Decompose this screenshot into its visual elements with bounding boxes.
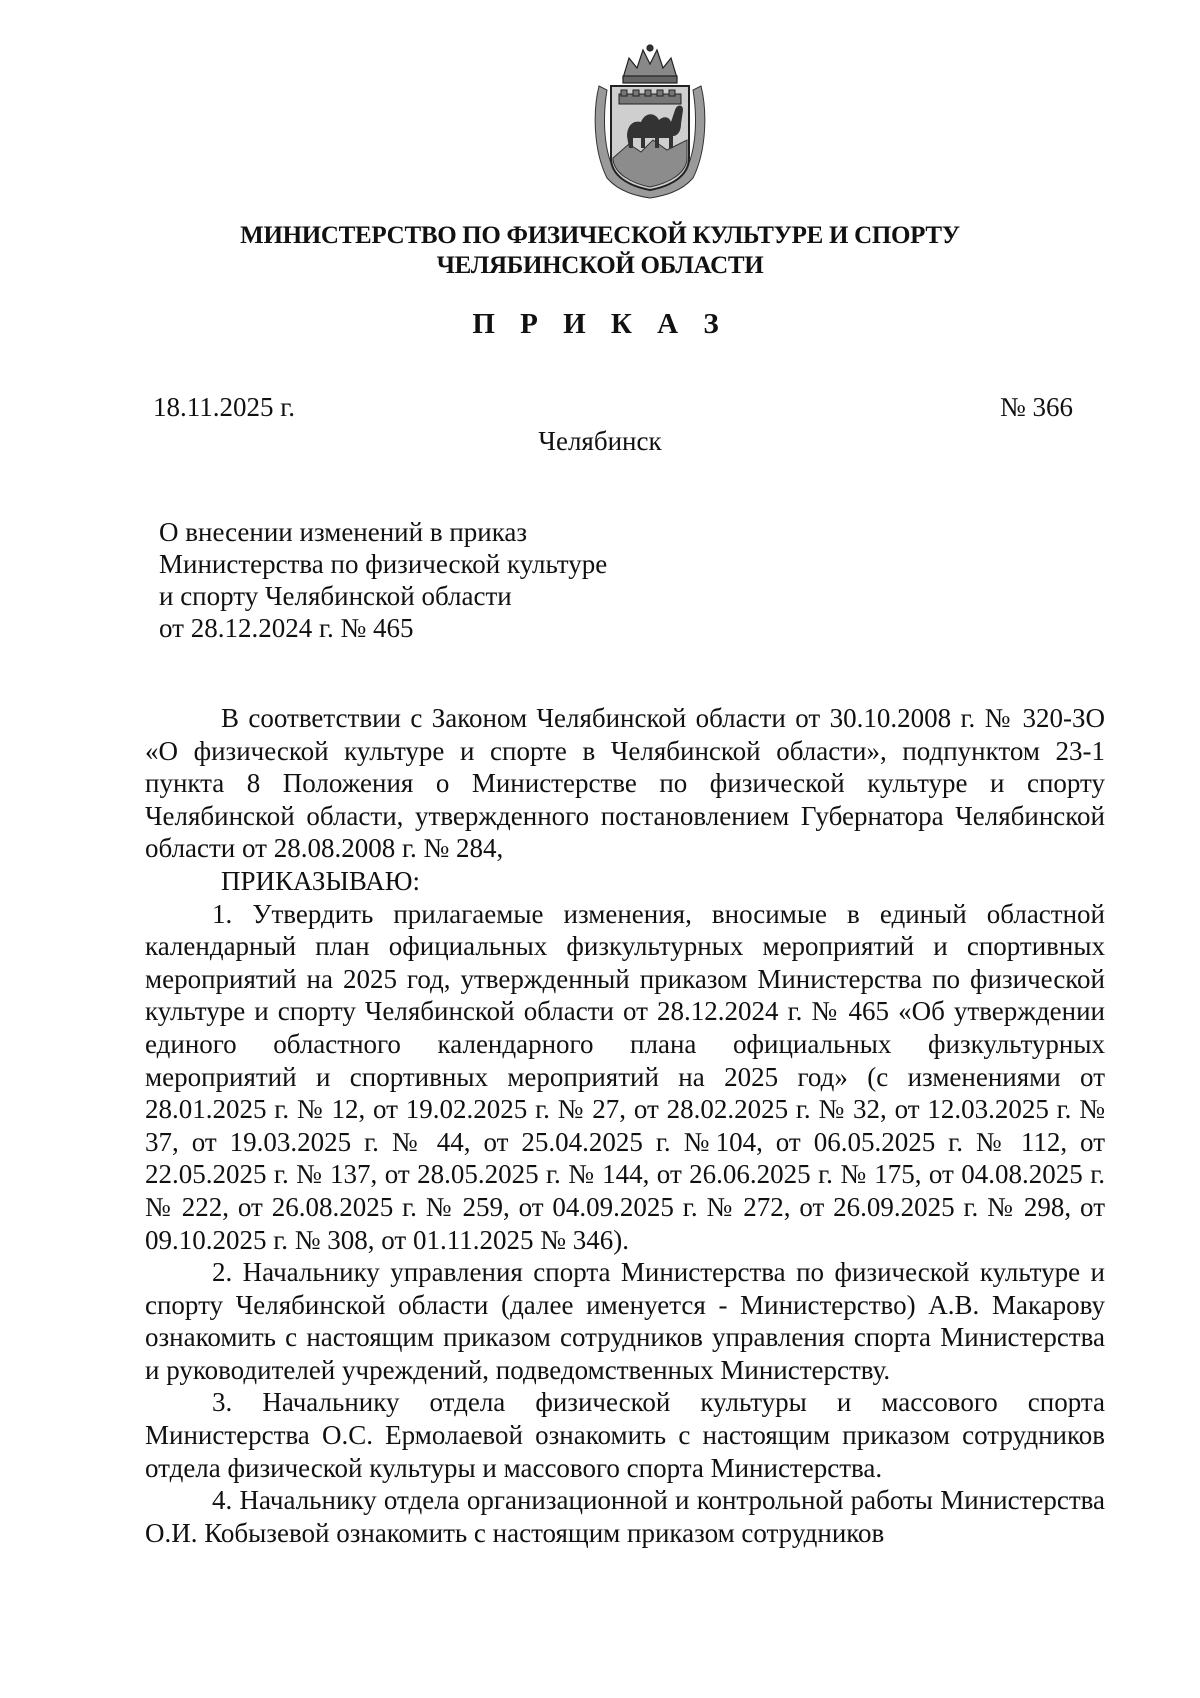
- subject-line: Министерства по физической культуре: [159, 549, 608, 579]
- order-item-4: 4. Начальнику отдела организационной и контрольной работы Министерства О.И. Кобызевой ознакомить с настоящим приказом сотрудников: [145, 1485, 1105, 1548]
- order-subject: [159, 516, 607, 644]
- order-item-1: 1. Утвердить прилагаемые изменения, вносимые в единый областной календарный план официальных физкультурных мероприятий и спортивных мероприятий на 2025 год, утвержденный приказом Министерства по физической культуре и спорту Челябинской области от 28.12.2024 г. № 465 «Об утверждении единого областного календарного плана официальных физкультурных мероприятий и спортивных мероприятий на 2025 год» (с изменениями от 28.01.2025 г. № 12, от 19.02.2025 г. № 27, от 28.02.2025 г. № 32, от 12.03.2025 г. № 37, от 19.03.2025 г. № 44, от 25.04.2025 г. №104, от 06.05.2025 г. № 112, от 22.05.2025 г. № 137, от 28.05.2025 г. № 144, от 26.06.2025 г. № 175, от 04.08.2025 г. № 222, от 26.08.2025 г. № 259, от 04.09.2025 г. № 272, от 26.09.2025 г. № 298, от 09.10.2025 г. № 308, от 01.11.2025 № 346).: [145, 898, 1105, 1255]
- order-body: [145, 702, 1105, 1549]
- order-item-2: 2. Начальнику управления спорта Министерства по физической культуре и спорту Челябинской области (далее именуется - Министерство) А.В. Макарову ознакомить с настоящим приказом сотрудников управления спорта Министерства и руководителей учреждений, подведомственных Министерству.: [145, 1257, 1105, 1385]
- order-date: 18.11.2025 г.: [153, 392, 296, 422]
- subject-line: и спорту Челябинской области: [159, 581, 512, 611]
- preamble-paragraph: В соответствии с Законом Челябинской области от 30.10.2008 г. № 320-ЗО «О физической культуре и спорте в Челябинской области», подпунктом 23-1 пункта 8 Положения о Министерстве по физической культуре и спорту Челябинской области, утвержденного постановлением Губернатора Челябинской области от 28.08.2008 г. № 284,: [145, 703, 1105, 864]
- order-number: № 366: [999, 392, 1073, 422]
- ministry-name-line1: МИНИСТЕРСТВО ПО ФИЗИЧЕСКОЙ КУЛЬТУРЕ И СПОРТУ: [240, 222, 960, 249]
- order-item-3: 3. Начальнику отдела физической культуры и массового спорта Министерства О.С. Ермолаевой ознакомить с настоящим приказом сотрудников отдела физической культуры и массового спорта Министерства.: [145, 1387, 1105, 1483]
- subject-line: О внесении изменений в приказ: [159, 517, 528, 547]
- document-type-title: П Р И К А З: [472, 308, 728, 340]
- decree-word: ПРИКАЗЫВАЮ:: [221, 865, 420, 896]
- subject-line: от 28.12.2024 г. № 465: [159, 613, 414, 643]
- chelyabinsk-coat-of-arms-icon: [589, 40, 711, 200]
- order-city: Челябинск: [538, 426, 662, 456]
- ministry-name-line2: ЧЕЛЯБИНСКОЙ ОБЛАСТИ: [436, 252, 764, 279]
